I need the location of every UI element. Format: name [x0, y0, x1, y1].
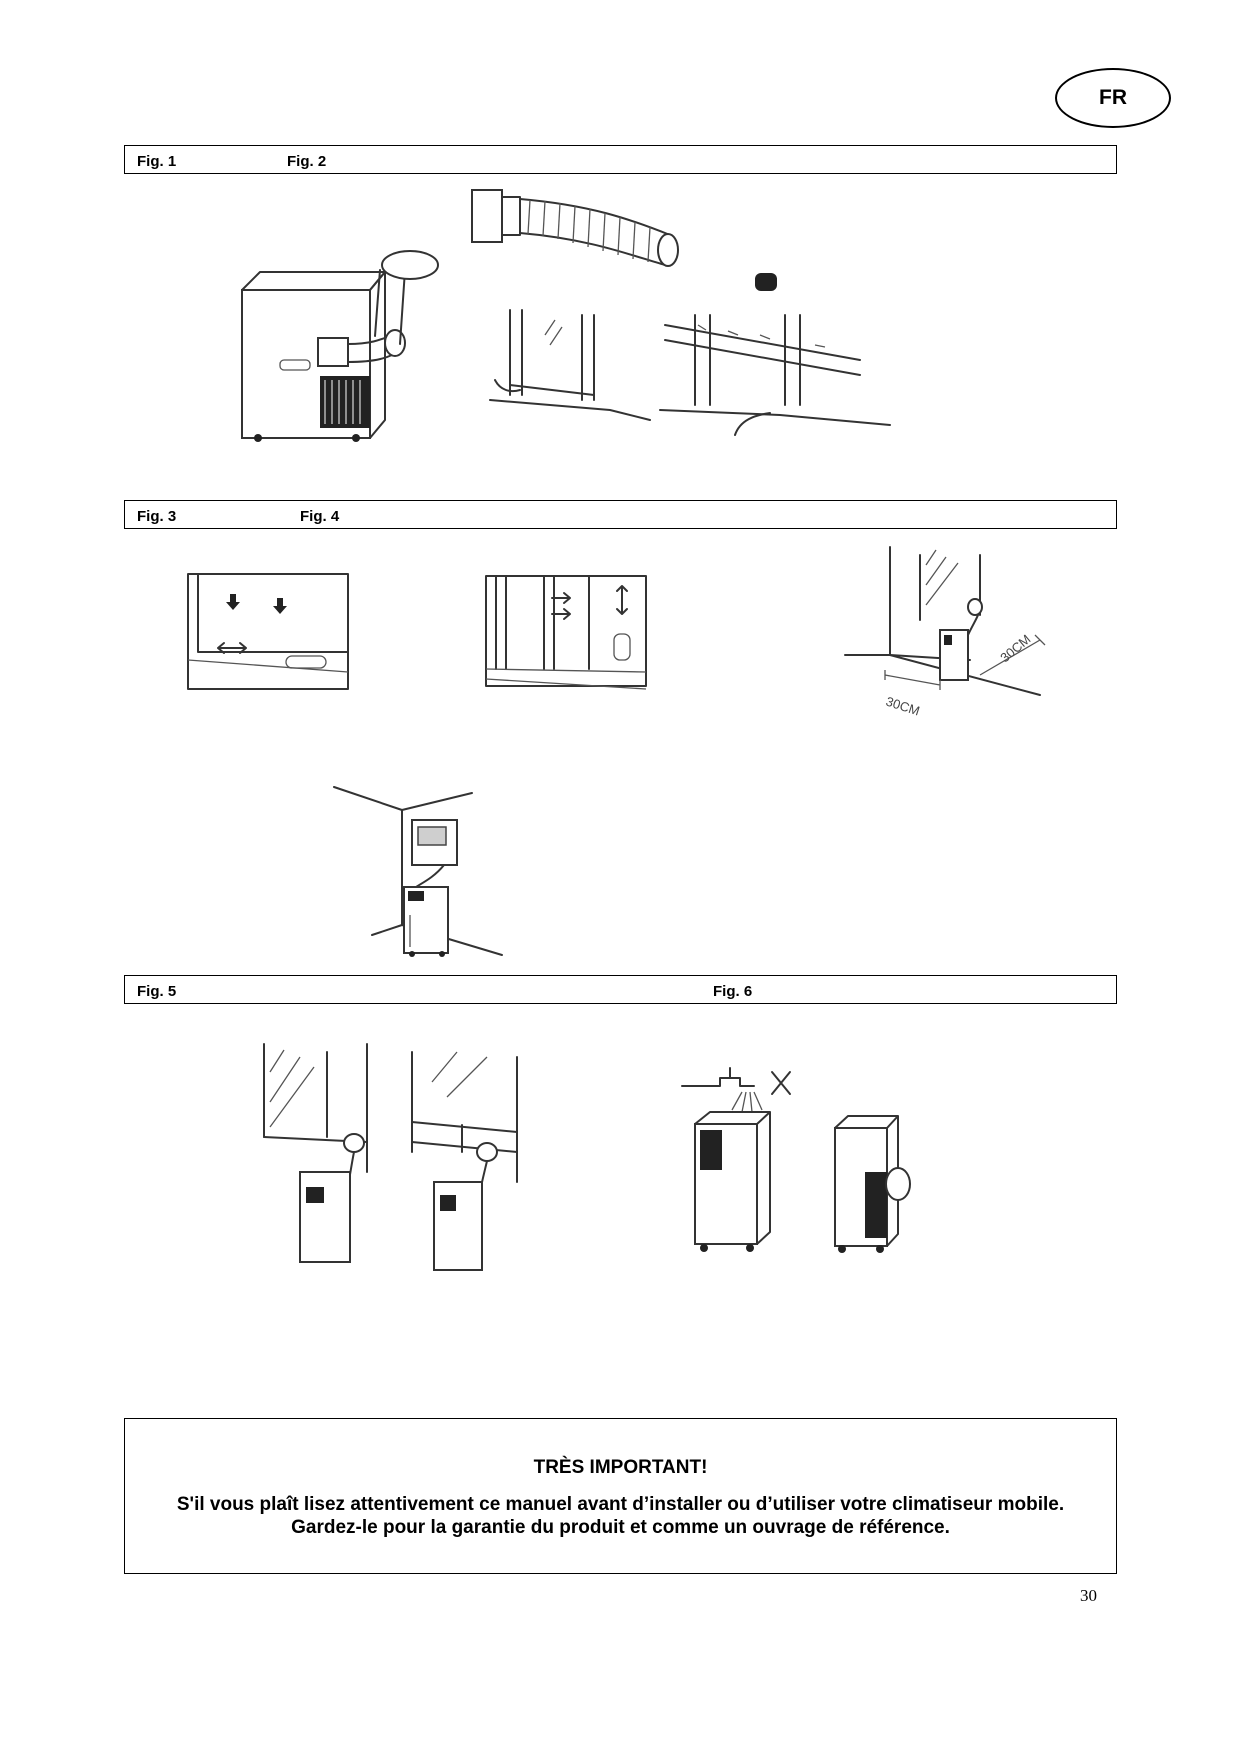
fig3-label: Fig. 3	[137, 508, 177, 525]
fig6-label: Fig. 6	[713, 983, 753, 1000]
language-badge: FR	[1055, 68, 1171, 128]
notice-line-1: S'il vous plaît lisez attentivement ce manuel avant d’installer ou d’utiliser votre climatiseur mobile.	[176, 1494, 1065, 1515]
figure-bar-3-4	[124, 500, 1117, 529]
fig6-keep-away-from-water-illustration	[680, 1062, 920, 1262]
fig1-unit-with-hose-illustration	[230, 240, 470, 450]
notice-title: TRÈS IMPORTANT!	[533, 1457, 708, 1478]
fig3-sliding-window-illustration	[186, 572, 351, 692]
clearance-distance-illustration	[840, 545, 1120, 719]
fig5-label: Fig. 5	[137, 983, 177, 1000]
figure-bar-1-2	[124, 145, 1117, 174]
clearance-right-label: 30CM	[997, 631, 1034, 666]
fig2-window-kit-illustration	[470, 185, 900, 455]
page-number: 30	[1080, 1586, 1097, 1605]
room-installation-illustration	[332, 785, 512, 960]
important-notice-box	[124, 1418, 1117, 1574]
figure-bar-5-6	[124, 975, 1117, 1004]
notice-body	[125, 1493, 1116, 1539]
fig4-label: Fig. 4	[300, 508, 340, 525]
fig5-units-near-windows-illustration	[262, 1042, 532, 1282]
fig1-label: Fig. 1	[137, 153, 177, 170]
clearance-left-label: 30CM	[884, 693, 922, 719]
notice-line-2: Gardez-le pour la garantie du produit et comme un ouvrage de référence.	[291, 1517, 950, 1538]
fig4-vertical-window-illustration	[484, 574, 649, 694]
fig2-label: Fig. 2	[287, 153, 327, 170]
